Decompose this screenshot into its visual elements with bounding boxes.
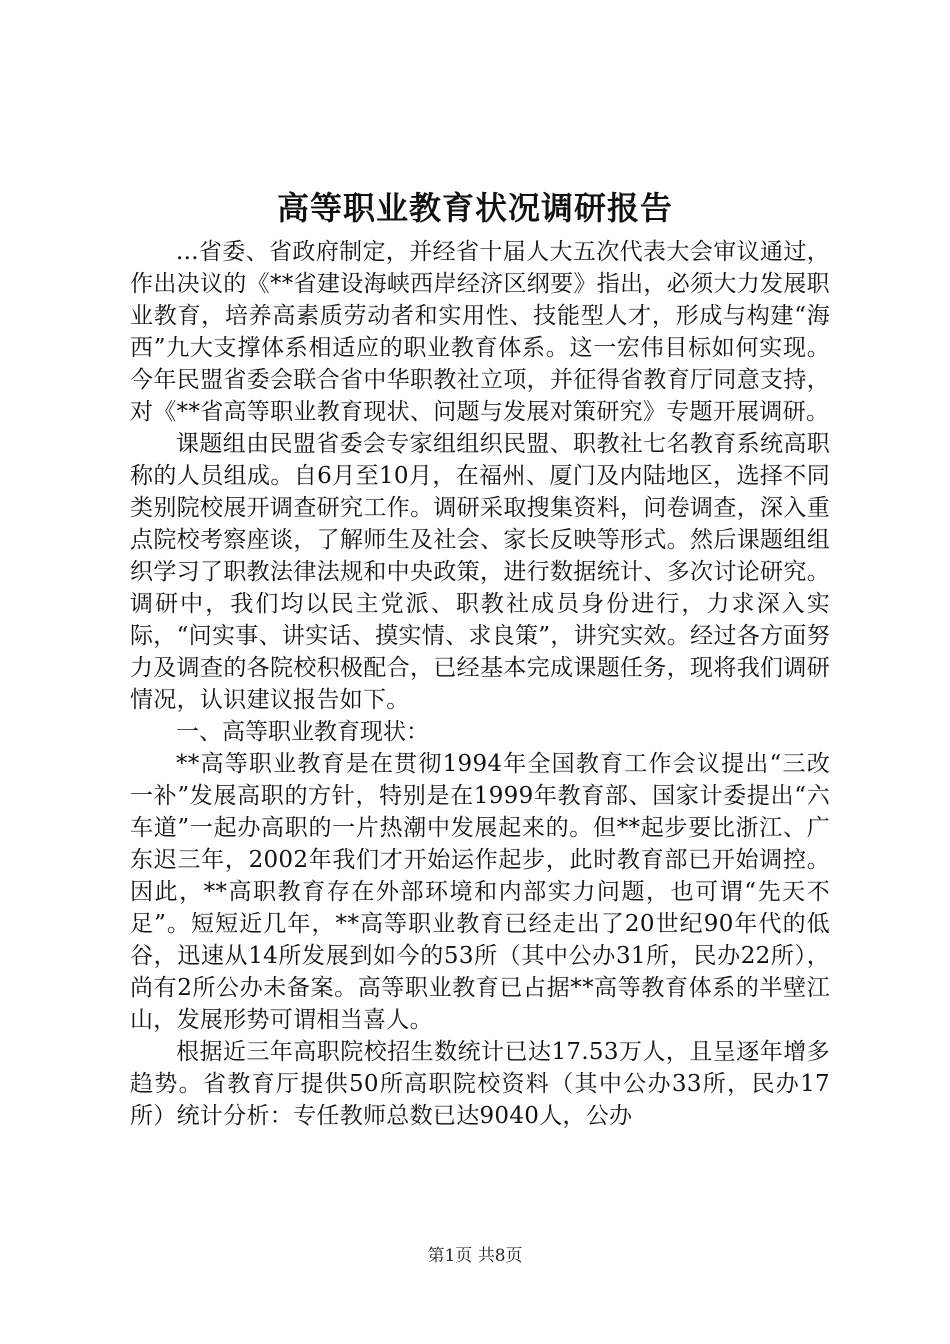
paragraph-intro: ...省委、省政府制定，并经省十届人大五次代表大会审议通过，作出决议的《**省建设海峡西岸经济区纲要》指出，必须大力发展职业教育，培养高素质劳动者和实用性、技能型人才，形成与构建“海西”九大支撑体系相适应的职业教育体系。这一宏伟目标如何实现。今年民盟省委会联合省中华职教社立项，并征得省教育厅同意支持，对《**省高等职业教育现状、问题与发展对策研究》专题开展调研。 <box>130 239 830 425</box>
paragraph-status: **高等职业教育是在贯彻1994年全国教育工作会议提出“三改一补”发展高职的方针，特别是在1999年教育部、国家计委提出“六车道”一起办高职的一片热潮中发展起来的。但**起步要比浙江、广东迟三年，2002年我们才开始运作起步，此时教育部已开始调控。因此，**高职教育存在外部环境和内部实力问题，也可谓“先天不足”。短短近几年，**高等职业教育已经走出了20世纪90年代的低谷，迅速从14所发展到如今的53所（其中公办31所，民办22所），尚有2所公办未备案。高等职业教育已占据**高等教育体系的半壁江山，发展形势可谓相当喜人。 <box>130 751 830 1033</box>
paragraph-research-group: 课题组由民盟省委会专家组组织民盟、职教社七名教育系统高职称的人员组成。自6月至10月，在福州、厦门及内陆地区，选择不同类别院校展开调查研究工作。调研采取搜集资料，问卷调查，深入重点院校考察座谈，了解师生及社会、家长反映等形式。然后课题组组织学习了职教法律法规和中央政策，进行数据统计、多次讨论研究。调研中，我们均以民主党派、职教社成员身份进行，力求深入实际，“问实事、讲实话、摸实情、求良策”，讲究实效。经过各方面努力及调查的各院校积极配合，已经基本完成课题任务，现将我们调研情况，认识建议报告如下。 <box>130 431 830 713</box>
section-heading: 一、高等职业教育现状： <box>176 719 429 745</box>
document-body <box>130 236 830 1132</box>
paragraph-enrollment: 根据近三年高职院校招生数统计已达17.53万人，且呈逐年增多趋势。省教育厅提供50所高职院校资料（其中公办33所，民办17所）统计分析：专任教师总数已达9040人，公办 <box>130 1039 830 1129</box>
page-footer: 第1页 共8页 <box>427 1246 523 1266</box>
document-title: 高等职业教育状况调研报告 <box>276 189 673 227</box>
